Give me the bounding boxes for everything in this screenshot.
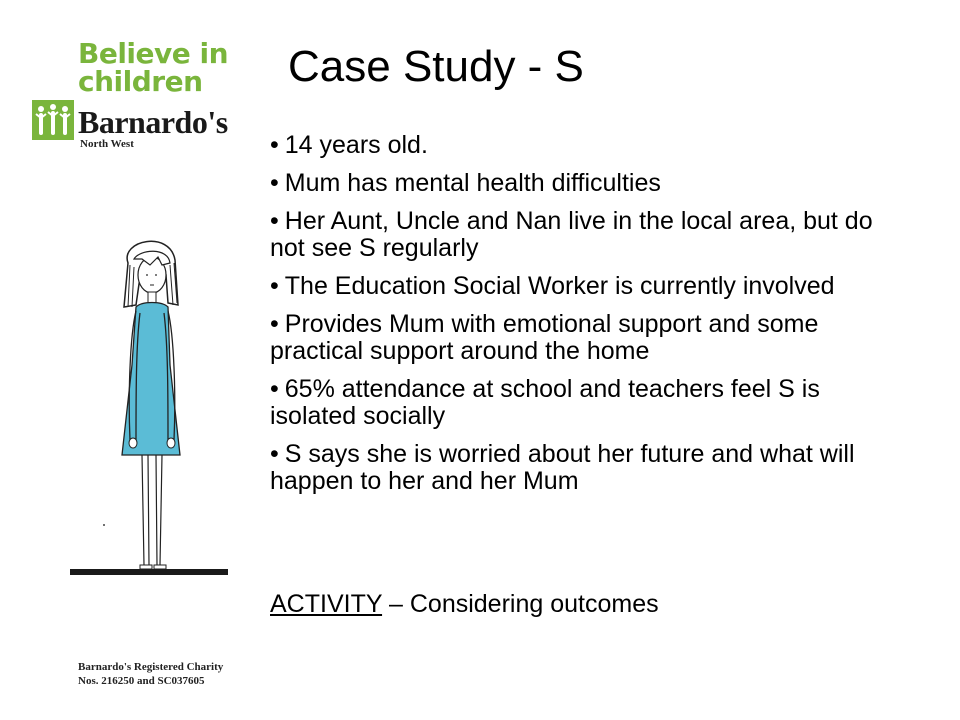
bullet-dot: • [270,131,279,159]
bullet-dot: • [270,310,279,338]
bullet-item [270,441,910,495]
bullet-text: Mum has mental health difficulties [284,169,661,197]
bullet-text: S says she is worried about her future and what will happen to her and her Mum [270,440,855,495]
brand-name: Barnardo's [78,104,228,140]
charity-line-2: Nos. 216250 and SC037605 [78,675,205,687]
bullet-item [270,132,910,159]
bullet-item [270,376,910,430]
bullet-text: 14 years old. [284,131,428,159]
bullet-dot: • [270,375,279,403]
slide-title: Case Study - S [288,42,584,91]
bullet-item [270,208,910,262]
brand-row [32,98,228,140]
tagline-line-1: Believe in [78,37,229,70]
barnardos-figures-icon [32,100,74,140]
bullet-dot: • [270,169,279,197]
bullet-item [270,273,910,300]
girl-illustration [70,235,230,585]
charity-info [78,660,223,688]
logo-tagline [78,37,229,98]
bullet-text: The Education Social Worker is currently involved [284,272,835,300]
bullet-item [270,311,910,365]
bullet-item [270,170,910,197]
activity-line [270,590,659,619]
bullet-text: 65% attendance at school and teachers feel S is isolated socially [270,375,820,430]
bullet-dot: • [270,272,279,300]
bullet-text: Provides Mum with emotional support and some practical support around the home [270,310,819,365]
charity-line-1: Barnardo's Registered Charity [78,661,224,673]
bullet-dot: • [270,440,279,468]
activity-label: ACTIVITY [270,590,383,618]
bullet-dot: • [270,207,279,235]
bullet-list [270,132,910,506]
tagline-line-2: children [78,65,203,98]
bullet-text: Her Aunt, Uncle and Nan live in the local area, but do not see S regularly [270,207,873,262]
activity-text: – Considering outcomes [382,590,659,618]
brand-subtitle: North West [80,138,134,150]
